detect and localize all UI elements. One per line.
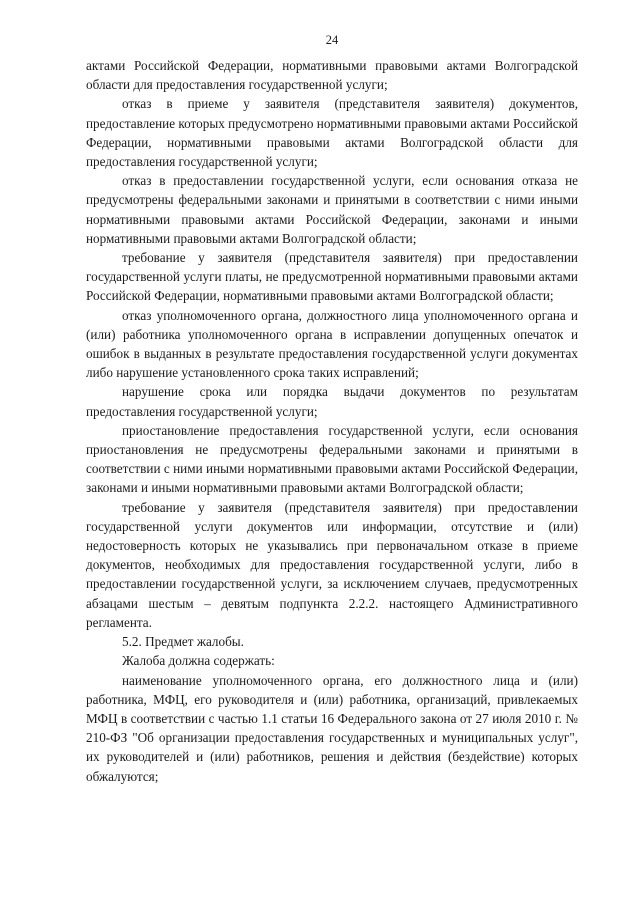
paragraph-complaint-intro: Жалоба должна содержать: xyxy=(122,653,275,669)
paragraph-5: отказ уполномоченного органа, должностного лица уполномоченного органа и (или) работника уполномоченного органа в исправлении допущенных опечаток и ошибок в выданных в результате предоставления государственной услуги документах либо нарушение установленного срока таких исправлений; xyxy=(86,307,578,381)
section-heading-5-2: 5.2. Предмет жалобы. xyxy=(122,634,244,650)
paragraph-2: отказ в приеме у заявителя (представителя заявителя) документов, предоставление которых предусмотрено нормативными правовыми актами Российской Федерации, нормативными правовыми актами Волгоградской области для предоставления государственной услуги; xyxy=(86,96,578,170)
page-number: 24 xyxy=(325,33,339,47)
paragraph-6: нарушение срока или порядка выдачи документов по результатам предоставления государственной услуги; xyxy=(86,384,578,419)
paragraph-4: требование у заявителя (представителя заявителя) при предоставлении государственной услуги платы, не предусмотренной нормативными правовыми актами Российской Федерации, нормативными правовыми актами Волгоградской области; xyxy=(86,250,578,304)
paragraph-complaint-item-1: наименование уполномоченного органа, его должностного лица и (или) работника, МФЦ, его руководителя и (или) работника, организаций, привлекаемых МФЦ в соответствии с частью 1.1 статьи 16 Федерального закона от 27 июля 2010 г. № 210-ФЗ "Об организации предоставления государственных и муниципальных услуг", их руководителей и (или) работников, решения и действия (бездействие) которых обжалуются; xyxy=(86,672,578,784)
paragraph-7: приостановление предоставления государственной услуги, если основания приостановления не предусмотрены федеральными законами и принятыми в соответствии с ними иными нормативными правовыми актами Российской Федерации, законами и иными нормативными правовыми актами Волгоградской области; xyxy=(86,422,578,496)
paragraph-8: требование у заявителя (представителя заявителя) при предоставлении государственной услуги документов или информации, отсутствие и (или) недостоверность которых не указывались при первоначальном отказе в приеме документов, необходимых для предоставления государственной услуги, либо в предоставлении государственной услуги, за исключением случаев, предусмотренных абзацами шестым – девятым подпункта 2.2.2. настоящего Административного регламента. xyxy=(86,499,578,630)
paragraph-1: актами Российской Федерации, нормативными правовыми актами Волгоградской области для предоставления государственной услуги; xyxy=(86,58,578,93)
paragraph-3: отказ в предоставлении государственной услуги, если основания отказа не предусмотрены федеральными законами и принятыми в соответствии с ними иными нормативными правовыми актами Российской Федерации, законами и иными нормативными правовыми актами Волгоградской области; xyxy=(86,173,578,246)
